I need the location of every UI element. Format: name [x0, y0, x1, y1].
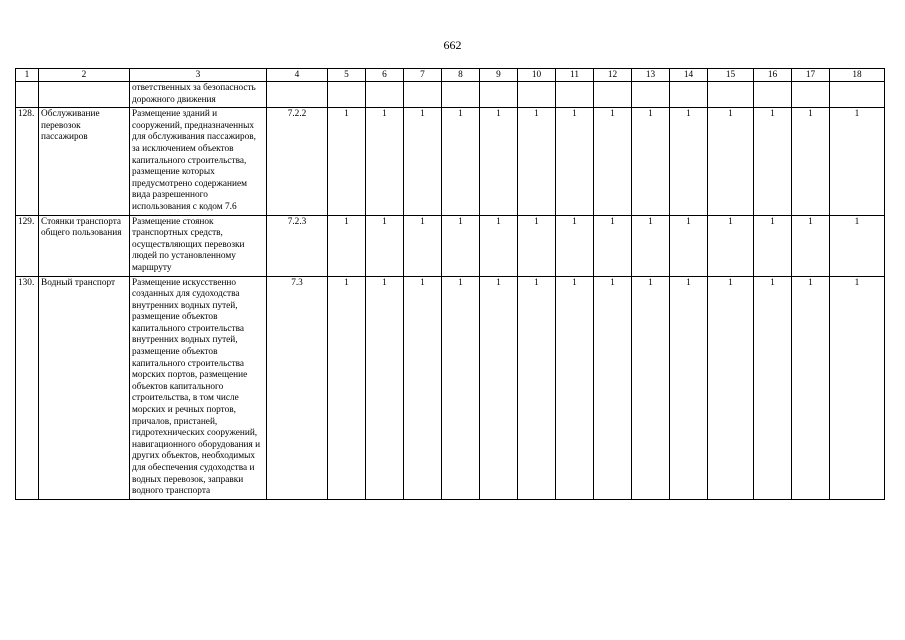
column-header: 1: [16, 69, 39, 82]
value-cell: [708, 82, 754, 108]
use-code-cell: 7.2.2: [267, 108, 328, 215]
table-row: [16, 276, 885, 499]
value-cell: [518, 82, 556, 108]
column-header: 16: [754, 69, 792, 82]
page-number: 662: [443, 38, 462, 52]
value-cell: 1: [830, 108, 885, 215]
value-cell: 1: [480, 215, 518, 276]
column-header: 9: [480, 69, 518, 82]
column-header: 13: [632, 69, 670, 82]
value-cell: 1: [632, 215, 670, 276]
value-cell: [754, 82, 792, 108]
column-header: 8: [442, 69, 480, 82]
value-cell: [792, 82, 830, 108]
row-number-cell: 128.: [16, 108, 39, 215]
value-cell: [328, 82, 366, 108]
column-header: 2: [39, 69, 130, 82]
value-cell: 1: [594, 215, 632, 276]
value-cell: 1: [518, 108, 556, 215]
value-cell: 1: [670, 108, 708, 215]
value-cell: [366, 82, 404, 108]
value-cell: [830, 82, 885, 108]
column-header: 11: [556, 69, 594, 82]
value-cell: 1: [556, 276, 594, 499]
use-name-cell: Обслуживание перевозок пассажиров: [39, 108, 130, 215]
value-cell: 1: [594, 108, 632, 215]
column-header: 10: [518, 69, 556, 82]
value-cell: 1: [328, 215, 366, 276]
value-cell: 1: [632, 276, 670, 499]
use-code-cell: 7.3: [267, 276, 328, 499]
value-cell: 1: [792, 276, 830, 499]
use-description-cell: Размещение зданий и сооружений, предназначенных для обслуживания пассажиров, за исключением объектов капитального строительства, размещение которых предусмотрено содержанием вида разрешенного использования с кодом 7.6: [130, 108, 267, 215]
value-cell: [670, 82, 708, 108]
value-cell: 1: [792, 215, 830, 276]
value-cell: 1: [442, 276, 480, 499]
value-cell: 1: [708, 276, 754, 499]
value-cell: [404, 82, 442, 108]
column-header: 7: [404, 69, 442, 82]
use-name-cell: [39, 82, 130, 108]
column-header: 5: [328, 69, 366, 82]
value-cell: 1: [366, 108, 404, 215]
value-cell: 1: [754, 276, 792, 499]
column-header: 4: [267, 69, 328, 82]
value-cell: 1: [404, 215, 442, 276]
row-number-cell: 130.: [16, 276, 39, 499]
value-cell: 1: [708, 215, 754, 276]
row-number-cell: 129.: [16, 215, 39, 276]
value-cell: 1: [632, 108, 670, 215]
value-cell: 1: [480, 276, 518, 499]
value-cell: 1: [404, 276, 442, 499]
value-cell: 1: [366, 276, 404, 499]
value-cell: 1: [518, 276, 556, 499]
value-cell: [632, 82, 670, 108]
column-header: 6: [366, 69, 404, 82]
value-cell: 1: [404, 108, 442, 215]
value-cell: [556, 82, 594, 108]
column-header: 3: [130, 69, 267, 82]
value-cell: 1: [556, 215, 594, 276]
value-cell: 1: [670, 276, 708, 499]
value-cell: 1: [518, 215, 556, 276]
use-name-cell: Водный транспорт: [39, 276, 130, 499]
column-header: 18: [830, 69, 885, 82]
column-header: 12: [594, 69, 632, 82]
value-cell: 1: [830, 276, 885, 499]
use-code-cell: [267, 82, 328, 108]
table-row: [16, 215, 885, 276]
use-description-cell: Размещение искусственно созданных для судоходства внутренних водных путей, размещение объектов капитального строительства внутренних водных путей, размещение объектов капитального строительства морских портов, размещение объектов капитального строительства, в том числе морских и речных портов, причалов, пристаней, гидротехнических сооружений, навигационного оборудования и других объектов, необходимых для обеспечения судоходства и водных перевозок, заправки водного транспорта: [130, 276, 267, 499]
value-cell: 1: [442, 215, 480, 276]
use-description-cell: ответственных за безопасность дорожного движения: [130, 82, 267, 108]
row-number-cell: [16, 82, 39, 108]
value-cell: 1: [556, 108, 594, 215]
column-header: 15: [708, 69, 754, 82]
column-header: 14: [670, 69, 708, 82]
header-row: [16, 69, 885, 82]
value-cell: [442, 82, 480, 108]
use-code-cell: 7.2.3: [267, 215, 328, 276]
use-name-cell: Стоянки транспорта общего пользования: [39, 215, 130, 276]
land-use-table: [15, 68, 885, 500]
column-header: 17: [792, 69, 830, 82]
value-cell: 1: [594, 276, 632, 499]
value-cell: 1: [442, 108, 480, 215]
value-cell: 1: [366, 215, 404, 276]
value-cell: 1: [830, 215, 885, 276]
value-cell: 1: [708, 108, 754, 215]
value-cell: 1: [328, 276, 366, 499]
value-cell: [594, 82, 632, 108]
value-cell: 1: [328, 108, 366, 215]
table-row: [16, 108, 885, 215]
value-cell: 1: [792, 108, 830, 215]
table-row: [16, 82, 885, 108]
value-cell: [480, 82, 518, 108]
use-description-cell: Размещение стоянок транспортных средств, осуществляющих перевозки людей по установленному маршруту: [130, 215, 267, 276]
value-cell: 1: [480, 108, 518, 215]
value-cell: 1: [670, 215, 708, 276]
value-cell: 1: [754, 215, 792, 276]
value-cell: 1: [754, 108, 792, 215]
